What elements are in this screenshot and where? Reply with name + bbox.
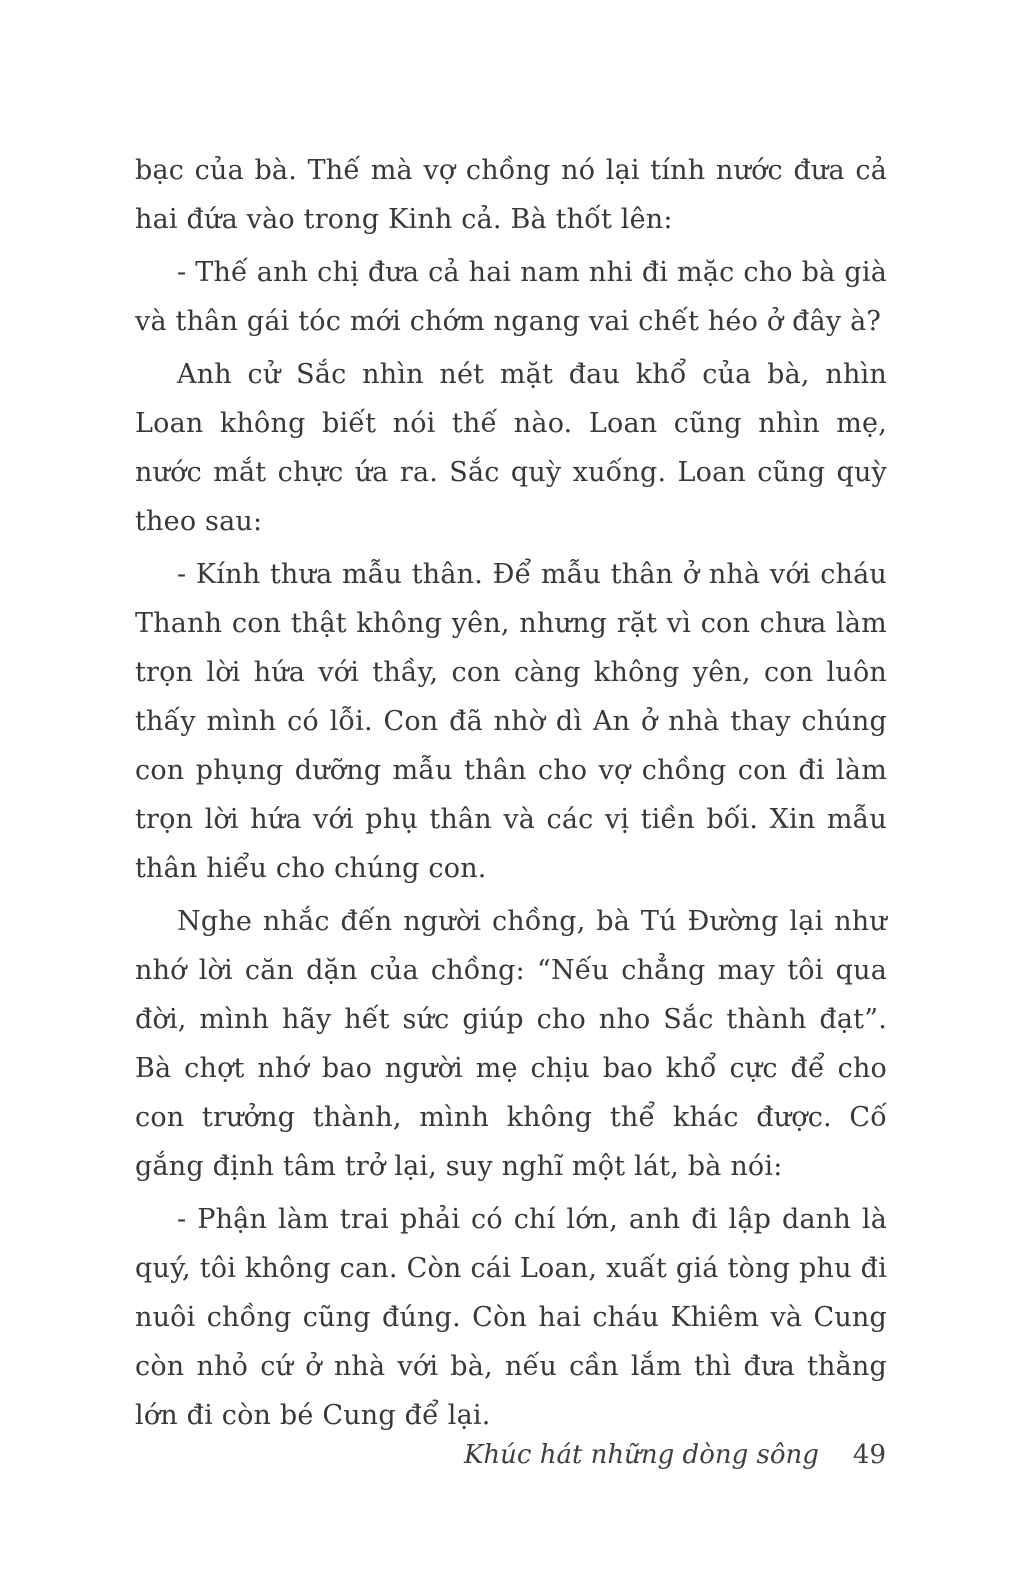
paragraph: Nghe nhắc đến người chồng, bà Tú Đường lại như nhớ lời căn dặn của chồng: “Nếu chẳng may tôi qua đời, mình hãy hết sức giúp cho nho Sắc thành đạt”. Bà chợt nhớ bao người mẹ chịu bao khổ cực để cho con trưởng thành, mình không thể khác được. Cố gắng định tâm trở lại, suy nghĩ một lát, bà nói: bbox=[135, 906, 887, 1182]
paragraph-dialogue: - Kính thưa mẫu thân. Để mẫu thân ở nhà với cháu Thanh con thật không yên, nhưng rặt vì con chưa làm trọn lời hứa với thầy, con càng không yên, con luôn thấy mình có lỗi. Con đã nhờ dì An ở nhà thay chúng con phụng dưỡng mẫu thân cho vợ chồng con đi làm trọn lời hứa với phụ thân và các vị tiền bối. Xin mẫu thân hiểu cho chúng con. bbox=[135, 559, 887, 884]
paragraph: bạc của bà. Thế mà vợ chồng nó lại tính nước đưa cả hai đứa vào trong Kinh cả. Bà thốt lên: bbox=[135, 155, 887, 235]
running-footer bbox=[464, 1438, 886, 1472]
book-title: Khúc hát những dòng sông bbox=[463, 1440, 819, 1470]
body-text bbox=[135, 146, 887, 1444]
paragraph-dialogue: - Thế anh chị đưa cả hai nam nhi đi mặc cho bà già và thân gái tóc mới chớm ngang vai chết héo ở đây à? bbox=[135, 257, 887, 337]
paragraph: Anh cử Sắc nhìn nét mặt đau khổ của bà, nhìn Loan không biết nói thế nào. Loan cũng nhìn mẹ, nước mắt chực ứa ra. Sắc quỳ xuống. Loan cũng quỳ theo sau: bbox=[135, 359, 887, 537]
paragraph-dialogue: - Phận làm trai phải có chí lớn, anh đi lập danh là quý, tôi không can. Còn cái Loan, xuất giá tòng phu đi nuôi chồng cũng đúng. Còn hai cháu Khiêm và Cung còn nhỏ cứ ở nhà với bà, nếu cần lắm thì đưa thằng lớn đi còn bé Cung để lại. bbox=[135, 1204, 887, 1431]
page-number: 49 bbox=[852, 1440, 886, 1470]
